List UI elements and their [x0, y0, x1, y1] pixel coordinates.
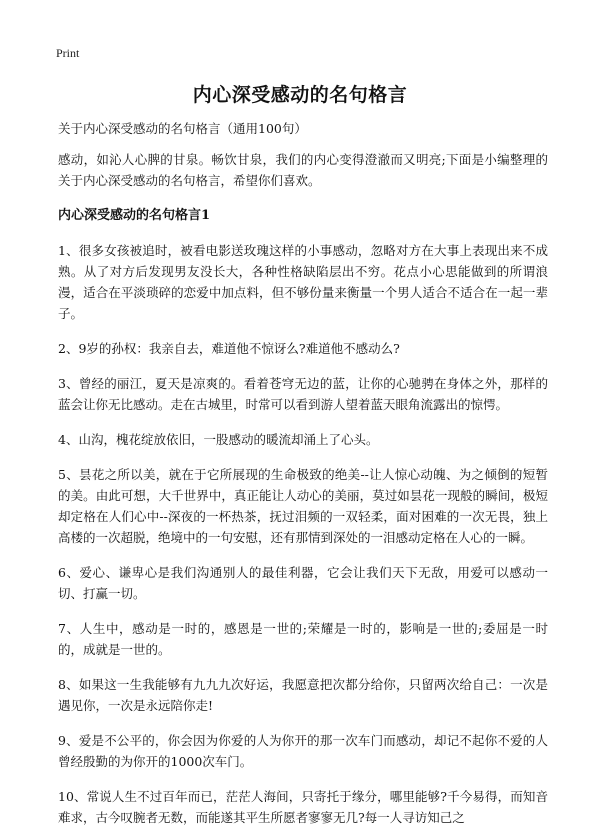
quote-paragraph: 10、常说人生不过百年而已，茫茫人海间，只寄托于缘分，哪里能够?千今易得，而知音难求，古今叹腕者无数，而能遂其平生所愿者寥寥无几?每一人寻访知己之: [58, 789, 548, 825]
article-body: [58, 118, 548, 828]
page-title: 内心深受感动的名句格言: [192, 84, 408, 106]
quote-paragraph: 8、如果这一生我能够有九九九次好运，我愿意把次都分给你，只留两次给自己：一次是遇见你，一次是永远陪你走!: [58, 677, 548, 713]
quote-paragraph: 2、9岁的孙权：我亲自去，难道他不惊讶么?难道他不感动么?: [58, 341, 400, 356]
quote-paragraph: 3、曾经的丽江，夏天是凉爽的。看着苍穹无边的蓝，让你的心驰骋在身体之外，那样的蓝会让你无比感动。走在古城里，时常可以看到游人望着蓝天眼角流露出的惊愕。: [58, 376, 548, 412]
quote-paragraph: 5、昙花之所以美，就在于它所展现的生命极致的绝美--让人惊心动魄、为之倾倒的短暂的美。由此可想，大千世界中，真正能让人动心的美丽，莫过如昙花一现般的瞬间，极短却定格在人们心中--深夜的一杯热茶，抚过泪频的一双轻柔，面对困难的一次无畏，独上高楼的一次超脱，绝境中的一句安慰，还有那情到深处的一泪感动定格在人心的一瞬。: [58, 467, 548, 545]
article-subtitle: 关于内心深受感动的名句格言（通用100句）: [58, 121, 307, 136]
section-heading: 内心深受感动的名句格言1: [58, 208, 211, 223]
quote-paragraph: 6、爱心、谦卑心是我们沟通别人的最佳利器，它会让我们天下无敌，用爱可以感动一切、打赢一切。: [58, 565, 548, 601]
quote-paragraph: 9、爱是不公平的，你会因为你爱的人为你开的那一次车门而感动，却记不起你不爱的人曾经殷勤的为你开的1000次车门。: [58, 733, 548, 769]
print-link[interactable]: Print: [56, 46, 80, 60]
intro-paragraph: 感动，如沁人心脾的甘泉。畅饮甘泉，我们的内心变得澄澈而又明亮;下面是小编整理的关于内心深受感动的名句格言，希望你们喜欢。: [58, 152, 548, 188]
quote-paragraph: 4、山沟，槐花绽放依旧，一股感动的暖流却涌上了心头。: [58, 432, 379, 447]
quote-paragraph: 1、很多女孩被追时，被看电影送玫瑰这样的小事感动，忽略对方在大事上表现出来不成熟。从了对方后发现男友没长大，各种性格缺陷层出不穷。花点小心思能做到的所谓浪漫，适合在平淡琐碎的恋爱中加点料，但不够份量来衡量一个男人适合不适合在一起一辈子。: [58, 243, 548, 321]
quote-paragraph: 7、人生中，感动是一时的，感恩是一世的;荣耀是一时的，影响是一世的;委屈是一时的，成就是一世的。: [58, 621, 548, 657]
